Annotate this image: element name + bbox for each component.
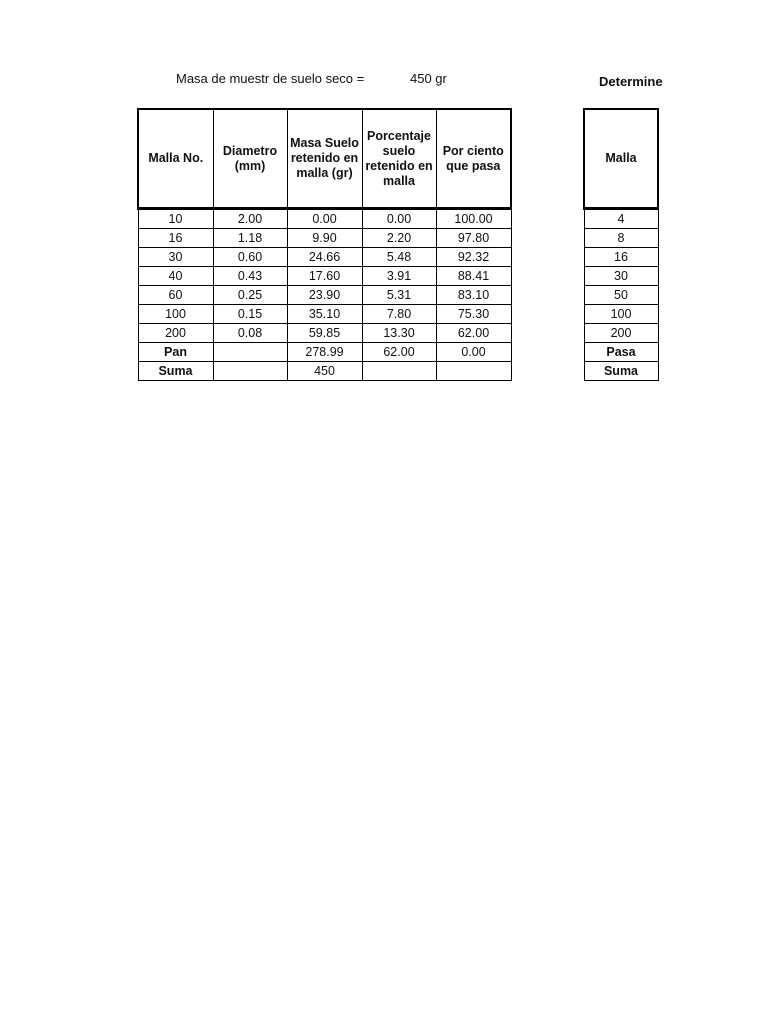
table-cell: 0.00 — [362, 209, 436, 229]
column-header-porcentaje-pasa: Por ciento que pasa — [436, 109, 511, 209]
side-table-cell: 200 — [584, 324, 658, 343]
table-cell: 30 — [138, 248, 213, 267]
table-cell: 35.10 — [287, 305, 362, 324]
column-header-porcentaje-retenido: Porcentaje suelo retenido en malla — [362, 109, 436, 209]
table-cell: Pan — [138, 343, 213, 362]
table-cell: Suma — [138, 362, 213, 381]
table-cell: 5.48 — [362, 248, 436, 267]
table-cell: 200 — [138, 324, 213, 343]
determine-table — [583, 108, 659, 381]
determine-label: Determine — [599, 74, 663, 89]
side-table-body — [584, 209, 658, 381]
side-table-cell: 30 — [584, 267, 658, 286]
sample-mass-value: 450 gr — [410, 71, 447, 86]
side-table-cell: 8 — [584, 229, 658, 248]
table-cell: 59.85 — [287, 324, 362, 343]
table-cell — [436, 362, 511, 381]
table-cell: 2.20 — [362, 229, 436, 248]
side-table-cell: 16 — [584, 248, 658, 267]
side-table-row — [584, 248, 658, 267]
table-row — [138, 229, 511, 248]
table-cell: 100.00 — [436, 209, 511, 229]
side-table-header-row — [584, 109, 658, 209]
table-cell: 0.00 — [436, 343, 511, 362]
table-cell: 100 — [138, 305, 213, 324]
table-cell: 1.18 — [213, 229, 287, 248]
table-row — [138, 209, 511, 229]
table-cell: 0.25 — [213, 286, 287, 305]
side-table-row — [584, 209, 658, 229]
table-header-row — [138, 109, 511, 209]
side-table-row — [584, 267, 658, 286]
table-cell: 24.66 — [287, 248, 362, 267]
side-table-row — [584, 324, 658, 343]
table-cell: 62.00 — [436, 324, 511, 343]
table-row — [138, 324, 511, 343]
column-header-masa-retenida: Masa Suelo retenido en malla (gr) — [287, 109, 362, 209]
table-cell — [362, 362, 436, 381]
table-cell: 92.32 — [436, 248, 511, 267]
table-cell: 450 — [287, 362, 362, 381]
side-table-row — [584, 229, 658, 248]
table-cell: 40 — [138, 267, 213, 286]
table-cell: 17.60 — [287, 267, 362, 286]
table-cell: 0.00 — [287, 209, 362, 229]
table-body — [138, 209, 511, 381]
table-row — [138, 267, 511, 286]
side-table-row — [584, 305, 658, 324]
table-cell: 278.99 — [287, 343, 362, 362]
table-cell: 0.08 — [213, 324, 287, 343]
side-table-cell: 50 — [584, 286, 658, 305]
table-cell — [213, 362, 287, 381]
table-row — [138, 362, 511, 381]
table-cell: 3.91 — [362, 267, 436, 286]
table-cell: 23.90 — [287, 286, 362, 305]
table-cell — [213, 343, 287, 362]
table-cell: 10 — [138, 209, 213, 229]
side-table-cell: Pasa — [584, 343, 658, 362]
table-row — [138, 248, 511, 267]
side-table-cell: 100 — [584, 305, 658, 324]
side-table-row — [584, 362, 658, 381]
sieve-analysis-table — [137, 108, 512, 381]
table-cell: 75.30 — [436, 305, 511, 324]
table-cell: 7.80 — [362, 305, 436, 324]
table-cell: 9.90 — [287, 229, 362, 248]
column-header-malla-side: Malla — [584, 109, 658, 209]
side-table-cell: Suma — [584, 362, 658, 381]
table-row — [138, 343, 511, 362]
table-cell: 62.00 — [362, 343, 436, 362]
table-cell: 83.10 — [436, 286, 511, 305]
sample-mass-label: Masa de muestr de suelo seco = — [176, 71, 365, 86]
table-cell: 97.80 — [436, 229, 511, 248]
table-cell: 88.41 — [436, 267, 511, 286]
table-cell: 13.30 — [362, 324, 436, 343]
table-cell: 0.15 — [213, 305, 287, 324]
side-table-cell: 4 — [584, 209, 658, 229]
side-table-row — [584, 343, 658, 362]
column-header-malla: Malla No. — [138, 109, 213, 209]
side-table-row — [584, 286, 658, 305]
table-row — [138, 286, 511, 305]
table-cell: 0.43 — [213, 267, 287, 286]
column-header-diametro: Diametro (mm) — [213, 109, 287, 209]
table-row — [138, 305, 511, 324]
table-cell: 0.60 — [213, 248, 287, 267]
table-cell: 2.00 — [213, 209, 287, 229]
table-cell: 60 — [138, 286, 213, 305]
table-cell: 16 — [138, 229, 213, 248]
table-cell: 5.31 — [362, 286, 436, 305]
